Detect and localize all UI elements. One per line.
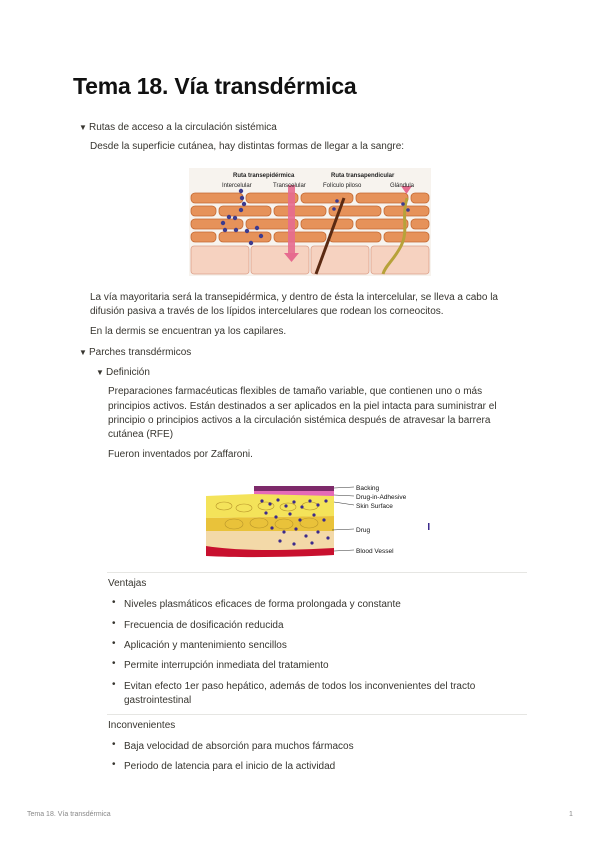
toggle-definicion[interactable] bbox=[96, 366, 150, 381]
label-drug-in-adhesive: Drug-in-Adhesive bbox=[356, 494, 407, 501]
list-item: Niveles plasmáticos eficaces de forma prolongada y constante bbox=[124, 599, 401, 610]
bullet-icon: • bbox=[112, 679, 116, 690]
paragraph-via-line1: La vía mayoritaria será la transepidérmica, y dentro de ésta la intercelular, se lleva a cabo la bbox=[90, 292, 498, 303]
list-item: Periodo de latencia para el inicio de la actividad bbox=[124, 761, 336, 772]
label-ruta-transepidermica: Ruta transepidérmica bbox=[233, 173, 295, 179]
label-blood-vessel: Blood Vessel bbox=[356, 548, 394, 555]
triangle-down-icon[interactable]: ▼ bbox=[79, 348, 87, 357]
label-drug: Drug bbox=[356, 527, 371, 534]
divider bbox=[107, 714, 527, 715]
ventajas-title: Ventajas bbox=[108, 578, 147, 589]
label-glandula: Glándula bbox=[390, 183, 415, 189]
list-item: Evitan efecto 1er paso hepático, además de todos los inconvenientes del tracto bbox=[124, 681, 476, 692]
page-number: 1 bbox=[569, 811, 573, 818]
label-backing: Backing bbox=[356, 485, 380, 492]
inconvenientes-title: Inconvenientes bbox=[108, 720, 176, 731]
page-title: Tema 18. Vía transdérmica bbox=[73, 73, 357, 99]
paragraph-via-line2: difusión pasiva a través de los lípidos intercelulares que rodean los corneocitos. bbox=[90, 306, 444, 317]
bullet-icon: • bbox=[112, 658, 116, 669]
inventor-text: Fueron inventados por Zaffaroni. bbox=[108, 449, 253, 460]
definition-line1: Preparaciones farmacéuticas flexibles de tamaño variable, que contienen uno o más bbox=[108, 386, 483, 397]
bullet-icon: • bbox=[112, 597, 116, 608]
toggle-parches[interactable] bbox=[79, 346, 191, 361]
footer-title: Tema 18. Vía transdérmica bbox=[27, 811, 111, 818]
bullet-icon: • bbox=[112, 759, 116, 770]
patch-figure bbox=[204, 476, 436, 559]
list-item: Baja velocidad de absorción para muchos fármacos bbox=[124, 741, 354, 752]
definition-line2: principios activos. Están destinados a ser aplicados en la piel intacta para suministrar el bbox=[108, 401, 497, 412]
list-item: Aplicación y mantenimiento sencillos bbox=[124, 640, 287, 651]
label-intercelular: Intercelular bbox=[222, 183, 252, 189]
bullet-icon: • bbox=[112, 739, 116, 750]
rutas-intro: Desde la superficie cutánea, hay distintas formas de llegar a la sangre: bbox=[90, 141, 405, 152]
toggle-rutas[interactable] bbox=[79, 121, 277, 136]
list-item: Permite interrupción inmediata del tratamiento bbox=[124, 660, 329, 671]
list-item-continuation: gastrointestinal bbox=[124, 695, 192, 706]
toggle-parches-label: Parches transdérmicos bbox=[89, 347, 192, 358]
toggle-definicion-label: Definición bbox=[106, 367, 150, 378]
triangle-down-icon[interactable]: ▼ bbox=[79, 123, 87, 132]
bullet-icon: • bbox=[112, 618, 116, 629]
label-ruta-transapendicular: Ruta transapendicular bbox=[331, 173, 395, 179]
label-skin-surface: Skin Surface bbox=[356, 503, 393, 510]
definition-line4: cutánea (RFE) bbox=[108, 429, 174, 440]
triangle-down-icon[interactable]: ▼ bbox=[96, 368, 104, 377]
definition-line3: principio o principios activos a la circulación sistémica después de atravesar la barrera bbox=[108, 415, 491, 426]
paragraph-dermis: En la dermis se encuentran ya los capilares. bbox=[90, 326, 287, 337]
label-transcelular: Transcelular bbox=[273, 183, 306, 189]
skin-routes-figure bbox=[189, 168, 431, 276]
toggle-rutas-label: Rutas de acceso a la circulación sistémica bbox=[89, 122, 277, 133]
list-item: Frecuencia de dosificación reducida bbox=[124, 620, 284, 631]
divider bbox=[107, 572, 527, 573]
bullet-icon: • bbox=[112, 638, 116, 649]
label-foliculo: Folículo piloso bbox=[323, 183, 362, 189]
